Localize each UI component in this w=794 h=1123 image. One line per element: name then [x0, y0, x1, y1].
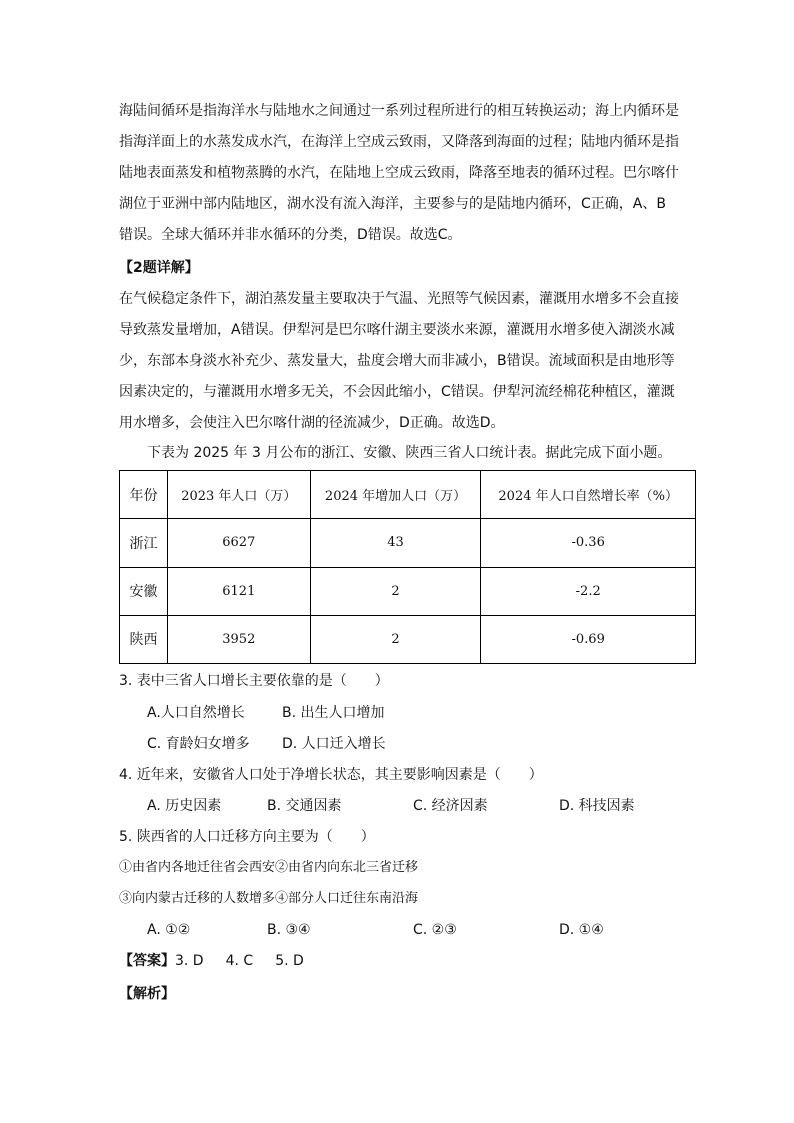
table-cell: 2: [310, 615, 481, 663]
table-header-row: [120, 471, 696, 519]
q3-option-d: D. 人口迁入增长: [282, 736, 386, 752]
analysis-label: 【解析】: [119, 986, 175, 1002]
table-intro-text: 下表为 2025 年 3 月公布的浙江、安徽、陕西三省人口统计表。据此完成下面小题。: [147, 445, 672, 461]
table-header-cell: 年份: [120, 471, 168, 519]
answer-item-3: 3. D: [175, 953, 204, 969]
table-cell: -0.69: [481, 615, 696, 663]
q4-option-d: D. 科技因素: [559, 798, 635, 814]
table-header-cell: 2023 年人口（万）: [167, 471, 310, 519]
table-cell: -0.36: [481, 519, 696, 567]
table-header-cell: 2024 年增加人口（万）: [310, 471, 481, 519]
population-table: [119, 470, 696, 664]
answer-item-5: 5. D: [275, 953, 304, 969]
question-5-stem: 5. 陕西省的人口迁移方向主要为（ ）: [119, 829, 375, 845]
table-cell: 浙江: [120, 519, 168, 567]
table-cell: 6121: [167, 567, 310, 615]
answer-line: [119, 951, 304, 971]
table-header-cell: 2024 年人口自然增长率（%）: [481, 471, 696, 519]
table-cell: 2: [310, 567, 481, 615]
q5-option-a: A. ①②: [147, 922, 191, 938]
table-cell: 3952: [167, 615, 310, 663]
q3-option-a: A.人口自然增长: [147, 705, 245, 721]
heading-q2-explanation: 【2题详解】: [119, 260, 199, 276]
question-3-stem: 3. 表中三省人口增长主要依靠的是（ ）: [119, 673, 389, 689]
q3-option-b: B. 出生人口增加: [282, 705, 385, 721]
q4-option-c: C. 经济因素: [413, 798, 488, 814]
table-cell: 安徽: [120, 567, 168, 615]
q4-option-a: A. 历史因素: [147, 798, 222, 814]
q5-option-b: B. ③④: [267, 922, 311, 938]
table-row: [120, 519, 696, 567]
q4-option-b: B. 交通因素: [267, 798, 342, 814]
q5-option-d: D. ①④: [559, 922, 604, 938]
answer-label: 【答案】: [119, 953, 175, 969]
table-row: [120, 615, 696, 663]
q5-statements-line-2: ③向内蒙古迁移的人数增多④部分人口迁往东南沿海: [119, 891, 419, 906]
table-cell: 6627: [167, 519, 310, 567]
table-cell: 陕西: [120, 615, 168, 663]
q3-option-c: C. 育龄妇女增多: [147, 736, 250, 752]
q5-statements-line-1: ①由省内各地迁往省会西安②由省内向东北三省迁移: [119, 860, 419, 875]
paragraph-q2-explanation: 在气候稳定条件下，湖泊蒸发量主要取决于气温、光照等气候因素，灌溉用水增多不会直接导致蒸发量增加，A错误。伊犁河是巴尔喀什湖主要淡水来源，灌溉用水增多使入湖淡水减少，东部本身淡水补充少、蒸发量大，盐度会增大而非减小，B错误。流域面积是由地形等因素决定的，与灌溉用水增多无关，不会因此缩小，C错误。伊犁河流经棉花种植区，灌溉用水增多，会使注入巴尔喀什湖的径流减少，D正确。故选D。: [119, 291, 679, 431]
table-row: [120, 567, 696, 615]
question-4-stem: 4. 近年来，安徽省人口处于净增长状态，其主要影响因素是（ ）: [119, 767, 543, 783]
paragraph-q1-explanation: 海陆间循环是指海洋水与陆地水之间通过一系列过程所进行的相互转换运动；海上内循环是指海洋面上的水蒸发成水汽，在海洋上空成云致雨，又降落到海面的过程；陆地内循环是指陆地表面蒸发和植物蒸腾的水汽，在陆地上空成云致雨，降落至地表的循环过程。巴尔喀什湖位于亚洲中部内陆地区，湖水没有流入海洋，主要参与的是陆地内循环，C正确，A、B错误。全球大循环并非水循环的分类，D错误。故选C。: [119, 103, 679, 243]
answer-item-4: 4. C: [225, 953, 254, 969]
q5-option-c: C. ②③: [413, 922, 457, 938]
table-cell: -2.2: [481, 567, 696, 615]
table-cell: 43: [310, 519, 481, 567]
